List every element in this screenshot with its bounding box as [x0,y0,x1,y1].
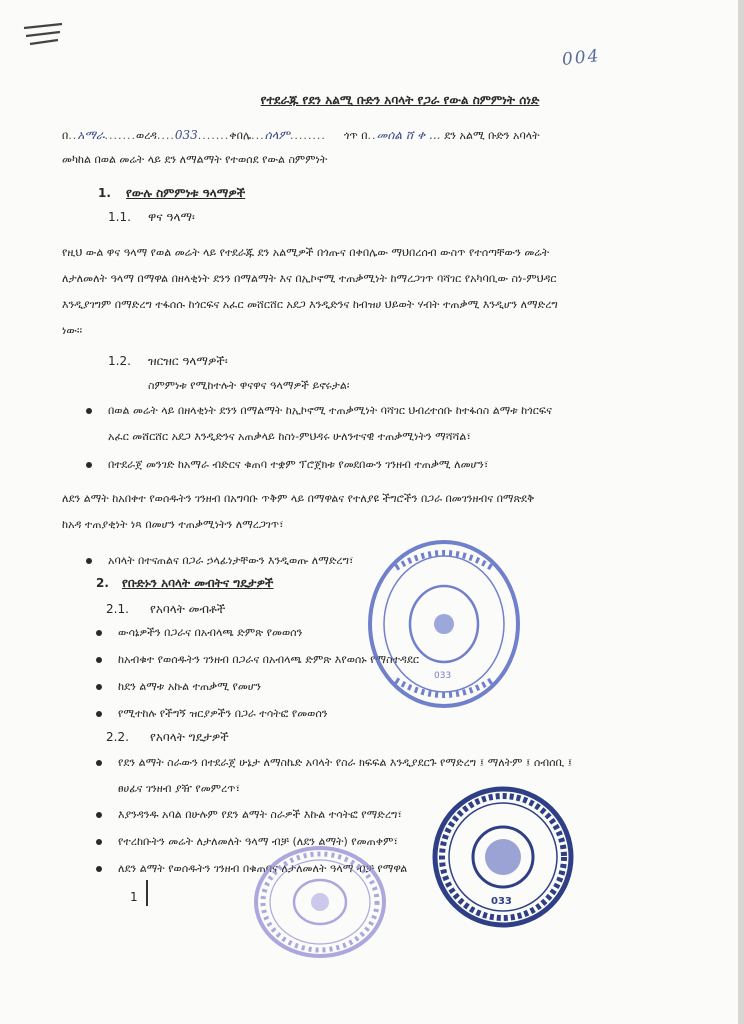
list-item-text: የሚተከሉ የችግኝ ዝርያዎችን በጋራ ተሳትፎ የመወሰን [118,707,328,720]
list-item-text: ከአብቁተ የወሰዱትን ገንዘብ በጋራና በአብላጫ ድምጽ እየወሰኑ የማስተዳደር [118,653,419,666]
upper-stamp-code: 033 [434,671,452,681]
bullet-icon [96,657,102,663]
list-item [118,620,302,646]
subsection-2-1-heading [106,602,225,617]
list-item [118,701,328,727]
list-item-text: ውሳኔዎችን በጋራና በአብላጫ ድምጽ የመወሰን [118,626,303,639]
section-1-title: የውሉ ስምምነቱ ዓላማዎች [126,186,246,200]
bullet-icon [96,812,102,818]
subsection-1-1-title: ዋና ዓላማ፡ [148,210,195,224]
list-item [118,674,261,700]
subsection-1-2-heading [108,354,228,369]
page-number: 1 [130,890,138,904]
bullet-icon [96,760,102,766]
list-item-text: ከደን ልማቱ አኩል ተጠቃሚ የመሆን [118,680,262,693]
woreda-value: 033 [174,128,198,142]
document-title: የተደራጁ የደን አልሚ ቡድን አባላት የጋራ የውል ስምምነት ሰነድ [260,93,540,107]
bullet-icon [96,866,102,872]
subsection-1-2-number: 1.2. [108,354,131,368]
paragraph-line: ለታለመለት ዓላማ በማዋል በዘላቂነት ደንን በማልማት እና በኢኮኖሚ ተጠቃሚነት ከማረጋገጥ ባሻገር የአካባቢው ስነ-ምህዳር [62,272,557,285]
list-item [118,802,402,828]
detailed-objectives-intro: ስምምነቱ የሚከተሉት ዋናዋና ዓላማዎች ይኖሩታል፡ [148,379,350,392]
parties-line-2: መካከል በወል መሬት ላይ ደን ለማልማት የተወሰደ የውል ስምምነት [62,153,328,166]
kebele-label: ቀበሌ [229,129,252,142]
list-item-text: የተረከቡትን መሬት ለታለመለት ዓላማ ብቻ (ለደን ልማት) የመጠቀም፣ [118,835,398,848]
corner-scribble [22,22,64,48]
list-item [108,548,353,574]
list-item-text: አባላት በተናጠልና በጋራ ኃላፊነታቸውን እንዲወጡ ለማድረግ፣ [108,554,354,567]
paragraph-line: የዚህ ውል ዋና ዓላማ የወል መሬት ላይ የተደራጁ ደን አልሚዎች በጎጡና በቀበሌው ማህበረሰብ ውስጥ የተሰጣቸውን መሬት [62,246,550,259]
group-prefix: በ [361,129,368,142]
faded-seal-stamp [250,842,390,962]
section-2-heading [96,576,273,591]
bullet-icon [86,462,92,468]
official-seal-stamp [356,528,526,724]
paragraph-line: ለደን ልማት ከአበቀተ የወሰዱትን ገንዘብ በአግባቡ ጥቅም ላይ በማዋልና የተለያዩ ችግሮችን በጋራ በመገንዘብና በማጽደቅ [62,492,535,505]
list-item-text: በተደራጀ መንገድ ከአማራ ብድርና ቁጠባ ተቋም ፕሮጀክቱ የመደበውን ገንዘብ ተጠቃሚ ለመሆን፣ [108,458,489,471]
subsection-1-1-number: 1.1. [108,210,131,224]
list-item-text: የደን ልማት ስራውን በተደራጀ ሁኔታ ለማስኬድ አባላት የስራ ክፍፍል እንዲያደርጉ የማድረግ ፤ ማለትም ፤ ሰብሰቢ ፤ [118,756,573,769]
list-item-text: ለደን ልማት የወሰዱትን ገንዘብ በቁጠባና ለታለመለት ዓላማ ብቻ የማዋል [118,862,408,875]
region-value: አማራ [77,128,105,142]
kebele-value: ሰላም [264,128,290,142]
parties-line-1: በ..አማራ.......ወረዳ....033.......ቀበሌ...ሰላም........ ጎጥ በ..መሰል ሸ ቀ ... ደን አልሚ ቡድን አባላት [62,128,540,142]
subsection-2-2-title: የአባላት ግዴታዎች [150,730,229,744]
bullet-icon [86,558,92,564]
section-2-number: 2. [96,576,109,590]
bullet-icon [96,684,102,690]
group-value: መሰል ሸ ቀ ... [376,128,445,142]
list-item [108,452,488,478]
bullet-icon [96,630,102,636]
bullet-icon [96,711,102,717]
paragraph-line: እንዲያገግም በማድረግ ተፋሰሱ ከጎርፍና አፈር መሸርሸር አደጋ እንዲድንና ከብዝሀ ህይወት ሃብት ተጠቃሚ እንዲሆን ለማድረግ [62,298,558,311]
handwritten-page-reference: 004 [561,46,602,70]
section-1-heading [98,186,245,201]
paragraph-line: ነው፡፡ [62,324,83,337]
list-item-text: አፈር መሸርሸር አደጋ እንዲድንና አጠቃላይ ከስነ-ምህዳሩ ሁለንተናዊ ተጠቃሚነትን ማሻሻል፣ [108,430,471,443]
lower-stamp-code: 033 [491,896,512,907]
subsection-2-2-number: 2.2. [106,730,129,744]
in-label: ጎጥ [343,129,358,142]
subsection-2-1-title: የአባላት መብቶች [150,602,226,616]
subsection-1-2-title: ዝርዝር ዓላማዎች፡ [148,354,228,368]
list-item [108,398,552,450]
paragraph-line: ከአዳ ተጠያቂነት ነጻ በመሆን ተጠቃሚነትን ለማረጋገጥ፣ [62,518,284,531]
subsection-1-1-heading [108,210,195,225]
bullet-icon [96,839,102,845]
parties-line-1-suffix: ደን አልሚ ቡድን አባላት [444,129,540,142]
bullet-icon [86,408,92,414]
list-item-text: እያንዳንዱ አባል በሁሉም የደን ልማት ስራዎች እኩል ተሳትፎ የማድረግ፣ [118,808,402,821]
page-number-mark [146,880,148,906]
section-1-number: 1. [98,186,111,200]
subsection-2-1-number: 2.1. [106,602,129,616]
list-item-text: ፀሀፊና ገንዘብ ያዥ የመምረጥ፣ [118,782,241,795]
subsection-2-2-heading [106,730,229,745]
round-seal-stamp [428,782,578,932]
main-objective-paragraph [62,240,692,344]
section-2-title: የቡድኑን አባላት መብትና ግዴታዎች [122,576,274,590]
list-item-text: በወል መሬት ላይ በዘላቂነት ደንን በማልማት ከኢኮኖሚ ተጠቃሚነት ባሻገር ህብረተሰቡ ከተፋሰስ ልማቱ ከጎርፍና [108,404,552,417]
woreda-label: ወረዳ [136,129,157,142]
loan-use-paragraph [62,486,692,538]
parties-prefix: በ [62,129,69,142]
